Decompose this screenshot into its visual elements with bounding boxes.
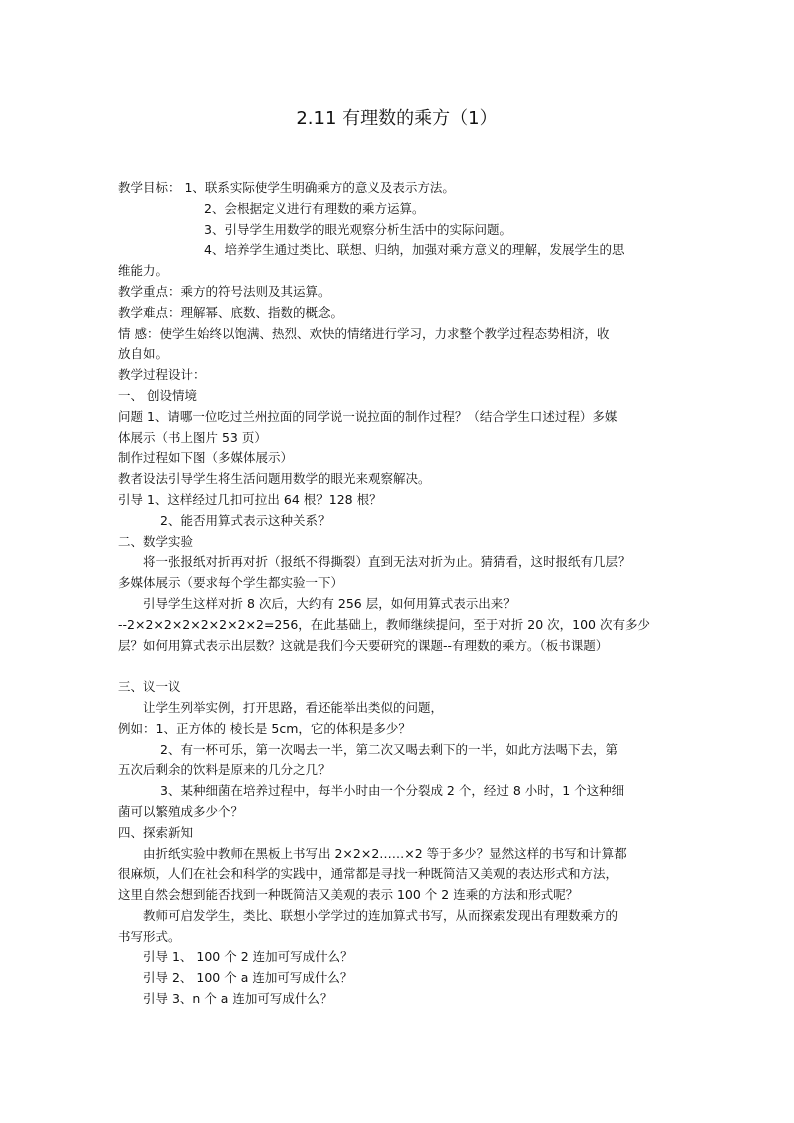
- section-heading: 一、 创设情境: [118, 387, 197, 403]
- text-line: 教学过程设计：: [118, 367, 206, 383]
- text-line: 2、会根据定义进行有理数的乘方运算。: [204, 200, 425, 216]
- text-line: 教学目标： 1、联系实际使学生明确乘方的意义及表示方法。: [118, 180, 455, 195]
- text-line: 让学生列举实例，打开思路，看还能举出类似的问题，: [143, 699, 444, 715]
- text-line: 由折纸实验中教师在黑板上书写出 2×2×2……×2 等于多少？显然这样的书写和计算都: [143, 845, 627, 861]
- text-line: 例如：1、正方体的 棱长是 5cm，它的体积是多少？: [118, 720, 411, 736]
- document-body: [118, 178, 678, 1010]
- text-line: 3、引导学生用数学的眼光观察分析生活中的实际问题。: [204, 221, 512, 237]
- text-line: 这里自然会想到能否找到一种既简洁又美观的表示 100 个 2 连乘的方法和形式呢？: [118, 887, 579, 903]
- text-line: 2、能否用算式表示这种关系？: [160, 512, 331, 528]
- text-line: 五次后剩余的饮料是原来的几分之几？: [118, 762, 331, 778]
- text-line: 引导 1、这样经过几扣可拉出 64 根？128 根？: [118, 491, 382, 507]
- text-line: 引导 1、 100 个 2 连加可写成什么？: [143, 949, 353, 965]
- text-line: 菌可以繁殖成多少个？: [118, 803, 244, 819]
- text-line: 引导 2、 100 个 a 连加可写成什么？: [143, 970, 353, 986]
- section-heading: 四、探索新知: [118, 824, 194, 840]
- text-line: 教学重点：乘方的符号法则及其运算。: [118, 283, 331, 299]
- text-line: 维能力。: [118, 263, 169, 279]
- section-heading: 三、议一议: [118, 679, 181, 695]
- text-line: 教师可启发学生，类比、联想小学学过的连加算式书写，从而探索发现出有理数乘方的: [143, 907, 619, 923]
- text-line: 问题 1、请哪一位吃过兰州拉面的同学说一说拉面的制作过程？（结合学生口述过程）多媒: [118, 408, 618, 424]
- text-line: 4、培养学生通过类比、联想、归纳，加强对乘方意义的理解，发展学生的思: [204, 242, 625, 258]
- text-line: 教学难点：理解幂、底数、指数的概念。: [118, 304, 344, 320]
- text-line: 层？如何用算式表示出层数？这就是我们今天要研究的课题--有理数的乘方。（板书课题）: [118, 637, 609, 653]
- text-line: 多媒体展示（要求每个学生都实验一下）: [118, 575, 344, 591]
- section-heading: 二、数学实验: [118, 533, 194, 549]
- text-line: 引导学生这样对折 8 次后，大约有 256 层，如何用算式表示出来？: [143, 595, 516, 611]
- text-line: 情 感：使学生始终以饱满、热烈、欢快的情绪进行学习，力求整个教学过程态势相济，收: [118, 325, 610, 341]
- text-line: 制作过程如下图（多媒体展示）: [118, 450, 294, 466]
- text-line: 书写形式。: [118, 928, 181, 944]
- text-line: 体展示（书上图片 53 页）: [118, 429, 267, 445]
- text-line: 2、有一杯可乐，第一次喝去一半，第二次又喝去剩下的一半，如此方法喝下去，第: [160, 741, 618, 757]
- text-line: 教者设法引导学生将生活问题用数学的眼光来观察解决。: [118, 471, 431, 487]
- text-line: --2×2×2×2×2×2×2×2=256，在此基础上，教师继续提问，至于对折 20 次，100 次有多少: [118, 616, 650, 632]
- text-line: 引导 3、n 个 a 连加可写成什么？: [143, 991, 333, 1007]
- blank-line: [118, 656, 678, 677]
- text-line: 3、某种细菌在培养过程中，每半小时由一个分裂成 2 个，经过 8 小时，1 个这种细: [160, 783, 625, 799]
- document-title: 2.11 有理数的乘方（1）: [296, 108, 498, 129]
- text-line: 很麻烦，人们在社会和科学的实践中，通常都是寻找一种既简洁又美观的表达形式和方法，: [118, 866, 619, 882]
- text-line: 放自如。: [118, 346, 169, 362]
- text-line: 将一张报纸对折再对折（报纸不得撕裂）直到无法对折为止。猜猜看，这时报纸有几层？: [143, 554, 631, 570]
